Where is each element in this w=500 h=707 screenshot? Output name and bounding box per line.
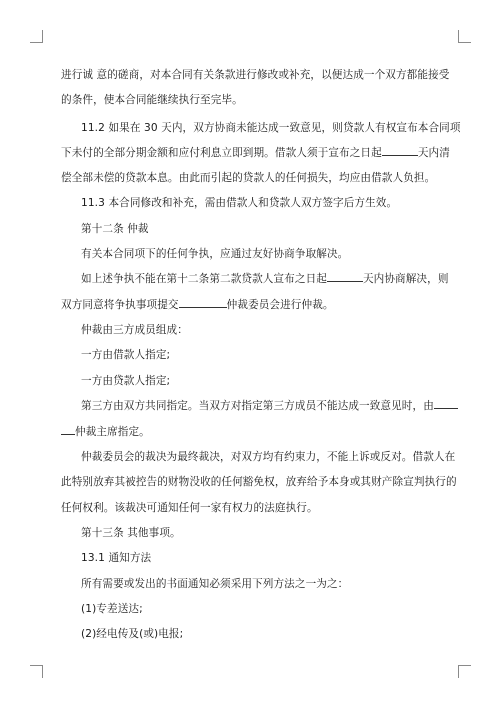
text-line: 仲裁由三方成员组成： (81, 324, 188, 336)
text-line: 一方由贷款人指定; (81, 375, 171, 387)
list-item: (1)专差送达; (81, 603, 143, 615)
fill-in-blank[interactable] (382, 146, 418, 156)
crop-mark-bottom-left (30, 665, 43, 678)
text-line: 进行诚 意的磋商，对本合同有关条款进行修改或补充，以便达成一个双方都能接受 (61, 69, 450, 81)
text-line: 仲裁主席指定。 (61, 425, 441, 439)
clause-13-1-heading: 13.1 通知方法 (81, 552, 152, 564)
fill-in-blank[interactable] (434, 399, 458, 409)
text-line: 仲裁委员会的裁决为最终裁决，对双方均有约束力，不能上诉或反对。借款人在 (81, 451, 456, 463)
article-12-heading: 第十二条 仲裁 (81, 223, 149, 235)
text-line: 偿全部未偿的贷款本息。由此而引起的贷款人的任何损失，均应由借款人负担。 (61, 172, 436, 184)
text-line: 一方由借款人指定; (81, 349, 171, 361)
text-line: 如上述争执不能在第十二条第二款贷款人宣布之日起 天内协商解决，则 (81, 273, 449, 285)
text-line: 有关本合同项下的任何争执，应通过友好协商争取解决。 (81, 248, 349, 260)
article-13-heading: 第十三条 其他事项。 (81, 527, 181, 539)
fill-in-blank[interactable] (327, 272, 363, 282)
text-line: 的条件，使本合同能继续执行至完毕。 (61, 94, 243, 106)
text-line: 第三方由双方共同指定。当双方对指定第三方成员不能达成一致意见时，由 (81, 399, 441, 413)
clause-11-2-text: 11.2 如果在 30 天内，双方协商未能达成一致意见，则贷款人有权宣布本合同项 (81, 122, 461, 134)
text-line: 任何权利。该裁决可通知任何一家有权力的法庭执行。 (61, 502, 318, 514)
fill-in-blank[interactable] (61, 425, 75, 435)
list-item: (2)经电传及(或)电报; (81, 628, 184, 640)
clause-11-3-text: 11.3 本合同修改和补充，需由借款人和贷款人双方签字后方生效。 (81, 197, 398, 209)
crop-mark-top-left (30, 30, 43, 43)
text-line: 双方同意将争执事项提交 仲裁委员会进行仲裁。 (61, 299, 334, 311)
crop-mark-bottom-right (458, 665, 471, 678)
text-line: 此特别放弃其被控告的财物没收的任何豁免权，放弃给予本身或其财产除宣判执行的 (61, 476, 457, 488)
crop-mark-top-right (458, 30, 471, 43)
text-line: 所有需要或发出的书面通知必须采用下列方法之一为之： (81, 578, 349, 590)
text-line: 下未付的全部分期金额和应付利息立即到期。借款人须于宣布之日起 天内清 (61, 147, 450, 159)
fill-in-blank[interactable] (179, 298, 227, 308)
